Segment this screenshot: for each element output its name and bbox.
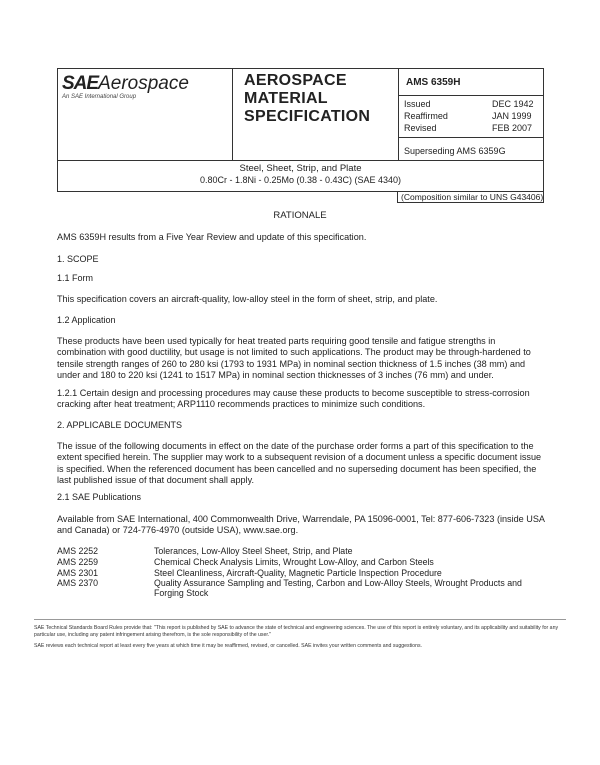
subject-box <box>57 160 544 192</box>
spec-number-box <box>398 68 544 96</box>
rationale-text: AMS 6359H results from a Five Year Review and update of this specification. <box>57 232 367 242</box>
document-type-title <box>232 68 399 161</box>
superseding-text: Superseding AMS 6359G <box>404 146 506 156</box>
date-value: FEB 2007 <box>492 123 533 133</box>
superseding-box <box>398 137 544 161</box>
section-1-2-1-text: 1.2.1 Certain design and processing procedures may cause these products to become susceptible to stress-corrosion cracking after heat treatment; ARP1110 recommends practices to minimize such conditions. <box>57 388 530 410</box>
date-row-issued <box>404 99 538 111</box>
footer-review-notice: SAE reviews each technical report at least every five years at which time it may be reaffirmed, revised, or cancelled. SAE invites your written comments and suggestions. <box>34 643 422 649</box>
date-row-reaffirmed <box>404 111 538 123</box>
composition-note: (Composition similar to UNS G43406) <box>401 192 544 202</box>
reference-title: Chemical Check Analysis Limits, Wrought Low-Alloy, and Carbon Steels <box>154 557 434 567</box>
composition-note-box <box>397 191 544 203</box>
section-1-heading: 1. SCOPE <box>57 254 99 264</box>
footer-divider <box>34 619 566 620</box>
date-value: DEC 1942 <box>492 99 534 109</box>
rationale-heading: RATIONALE <box>273 210 327 221</box>
section-2-1-text: Available from SAE International, 400 Commonwealth Drive, Warrendale, PA 15096-0001, Tel: 877-606-7323 (inside USA and Canada) or 724-776-4970 (outside USA), www.sae.org. <box>57 514 545 536</box>
date-label: Reaffirmed <box>404 111 448 121</box>
reference-code: AMS 2259 <box>57 557 99 567</box>
section-1-2-heading: 1.2 Application <box>57 315 116 325</box>
date-row-revised <box>404 123 538 135</box>
subject-composition: 0.80Cr - 1.8Ni - 0.25Mo (0.38 - 0.43C) (SAE 4340) <box>199 175 402 185</box>
dates-box <box>398 95 544 138</box>
date-label: Revised <box>404 123 437 133</box>
logo-aerospace: Aerospace <box>98 73 189 94</box>
reference-code: AMS 2370 <box>57 578 99 588</box>
subject-title: Steel, Sheet, Strip, and Plate <box>239 163 362 174</box>
title-line-3: SPECIFICATION <box>244 108 371 125</box>
section-2-text: The issue of the following documents in effect on the date of the purchase order forms a part of this specification to the extent specified herein. The supplier may work to a subsequent revision of a document unless a specific document issue is specified. When the referenced document has been cancelled and no superseding document has been specified, the last published issue of that document shall apply. <box>57 441 542 486</box>
date-label: Issued <box>404 99 431 109</box>
logo-sae: SAE <box>62 73 99 94</box>
reference-code: AMS 2252 <box>57 546 99 556</box>
reference-code: AMS 2301 <box>57 568 99 578</box>
reference-title: Quality Assurance Sampling and Testing, Carbon and Low-Alloy Steels, Wrought Products and Forging Stock <box>154 578 522 598</box>
title-line-1: AEROSPACE <box>244 72 347 89</box>
spec-number: AMS 6359H <box>406 77 461 88</box>
section-1-1-heading: 1.1 Form <box>57 273 94 283</box>
footer-notice: SAE Technical Standards Board Rules provide that: "This report is published by SAE to advance the state of technical and engineering sciences. The use of this report is entirely voluntary, and its applicability and suitability for any particular use, including any patent infringement arising therefrom, is the sole responsibility of the user." <box>34 625 559 638</box>
date-value: JAN 1999 <box>492 111 532 121</box>
title-line-2: MATERIAL <box>244 90 328 107</box>
section-1-1-text: This specification covers an aircraft-quality, low-alloy steel in the form of sheet, strip, and plate. <box>57 294 438 304</box>
logo-wordmark <box>62 73 189 95</box>
section-2-heading: 2. APPLICABLE DOCUMENTS <box>57 420 183 430</box>
logo-tagline: An SAE International Group <box>62 94 137 100</box>
reference-title: Steel Cleanliness, Aircraft-Quality, Magnetic Particle Inspection Procedure <box>154 568 442 578</box>
section-2-1-heading: 2.1 SAE Publications <box>57 492 142 502</box>
section-1-2-text: These products have been used typically for heat treated parts requiring good tensile and fatigue strengths in combination with good ductility, but usage is not limited to such applications. The product may be through-hardened to tensile strength ranges of 260 to 280 ksi (1793 to 1931 MPa) in nominal section thickness of 1.5 inches (38 mm) and under and 180 to 220 ksi (1241 to 1517 MPa) in nominal section thicknesses of 3 inches (76 mm) and under. <box>57 336 531 381</box>
sae-aerospace-logo <box>57 68 233 161</box>
reference-title: Tolerances, Low-Alloy Steel Sheet, Strip, and Plate <box>154 546 353 556</box>
